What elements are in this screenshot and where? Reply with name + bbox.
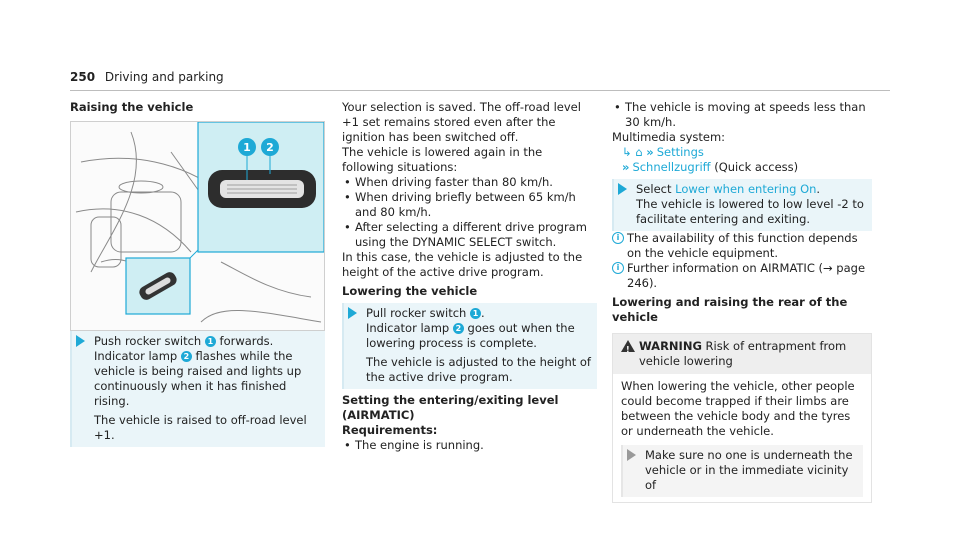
lowering-result: The vehicle is adjusted to the height of the active drive program. — [366, 355, 591, 384]
info-icon: i — [612, 262, 624, 274]
step-arrow-icon — [627, 449, 636, 461]
section-title: Driving and parking — [104, 70, 224, 84]
select-step — [612, 179, 872, 231]
select-result: The vehicle is lowered to low level -2 to facilitate entering and exiting. — [636, 197, 864, 226]
lower-when-entering-link[interactable]: Lower when entering On — [675, 182, 817, 196]
requirements-list-cont — [612, 100, 872, 130]
selection-saved-text: Your selection is saved. The off-road level +1 set remains stored even after the ignition has been switched off. — [342, 100, 581, 144]
home-icon: ⌂ — [635, 145, 643, 159]
column-1 — [70, 100, 325, 447]
callout-2-badge: 2 — [181, 351, 192, 362]
select-step-text: Select Lower when entering On. — [636, 182, 821, 196]
return-arrow-icon: ↳ — [622, 145, 632, 159]
warning-text: When lowering the vehicle, other people could become trapped if their limbs are between the vehicle body and the tyres or underneath the vehicle. — [621, 379, 855, 438]
warning-title: Risk of entrapment from vehicle lowering — [639, 339, 847, 368]
list-item: • The vehicle is moving at speeds less than 30 km/h. — [612, 100, 872, 130]
lowering-step-text: Pull rocker switch 1 . Indicator lamp 2 goes out when the lowering process is complete. — [366, 306, 575, 350]
warning-step — [621, 445, 863, 497]
figure-callout-2: 2 — [266, 141, 274, 154]
callout-1-badge: 1 — [470, 308, 481, 319]
lowering-step — [342, 303, 597, 389]
double-chevron-icon: » — [622, 160, 630, 174]
lowered-again-text: The vehicle is lowered again in the following situations: — [342, 145, 543, 174]
rear-lowering-heading: Lowering and raising the rear of the vehicle — [612, 295, 848, 324]
entering-level-heading: Setting the entering/exiting level (AIRMATIC) — [342, 393, 559, 422]
column-2 — [342, 100, 597, 453]
raising-result: The vehicle is raised to off-road level +1. — [94, 413, 307, 442]
multimedia-label: Multimedia system: — [612, 130, 726, 144]
settings-menu-link[interactable]: Settings — [656, 145, 704, 159]
page-number: 250 — [70, 70, 96, 84]
menu-path: ↳ ⌂ » Settings » Schnellzugriff (Quick access) — [622, 145, 799, 174]
airmatic-note: i Further information on AIRMATIC (→ page 246). — [612, 261, 872, 291]
step-arrow-icon — [348, 307, 357, 319]
quick-access-link[interactable]: Schnellzugriff — [632, 160, 711, 174]
column-3 — [612, 100, 872, 503]
adjusted-text: In this case, the vehicle is adjusted to the height of the active drive program. — [342, 250, 583, 279]
console-illustration — [70, 121, 325, 331]
double-chevron-icon: » — [646, 145, 654, 159]
header-rule — [70, 90, 890, 91]
requirements-heading: Requirements: — [342, 423, 438, 437]
warning-header — [613, 334, 871, 374]
list-item: • After selecting a different drive program using the DYNAMIC SELECT switch. — [342, 220, 597, 250]
step-arrow-icon — [76, 335, 85, 347]
raising-step — [70, 331, 325, 447]
warning-box — [612, 333, 872, 503]
list-item: • When driving faster than 80 km/h. — [342, 175, 597, 190]
page-header — [70, 70, 224, 84]
console-drawing — [71, 122, 324, 330]
warning-triangle-icon: ! — [621, 340, 635, 352]
warning-label: WARNING — [639, 339, 702, 353]
figure-callout-1: 1 — [243, 141, 251, 154]
warning-step-text: Make sure no one is underneath the vehicle or in the immediate vicinity of — [645, 448, 853, 492]
lowering-heading: Lowering the vehicle — [342, 284, 478, 298]
availability-note: i The availability of this function depends on the vehicle equipment. — [612, 231, 872, 261]
list-item: • When driving briefly between 65 km/h and 80 km/h. — [342, 190, 597, 220]
warning-body — [613, 374, 871, 502]
info-icon: i — [612, 232, 624, 244]
lowered-situations-list — [342, 175, 597, 250]
list-item: • The engine is running. — [342, 438, 597, 453]
callout-1-badge: 1 — [205, 336, 216, 347]
raising-heading: Raising the vehicle — [70, 100, 194, 114]
requirements-list — [342, 438, 597, 453]
raising-step-text: Push rocker switch 1 forwards. Indicator lamp 2 flashes while the vehicle is being raised and lights up continuously when it has finished rising. — [94, 334, 302, 408]
callout-2-badge: 2 — [453, 323, 464, 334]
step-arrow-icon — [618, 183, 627, 195]
